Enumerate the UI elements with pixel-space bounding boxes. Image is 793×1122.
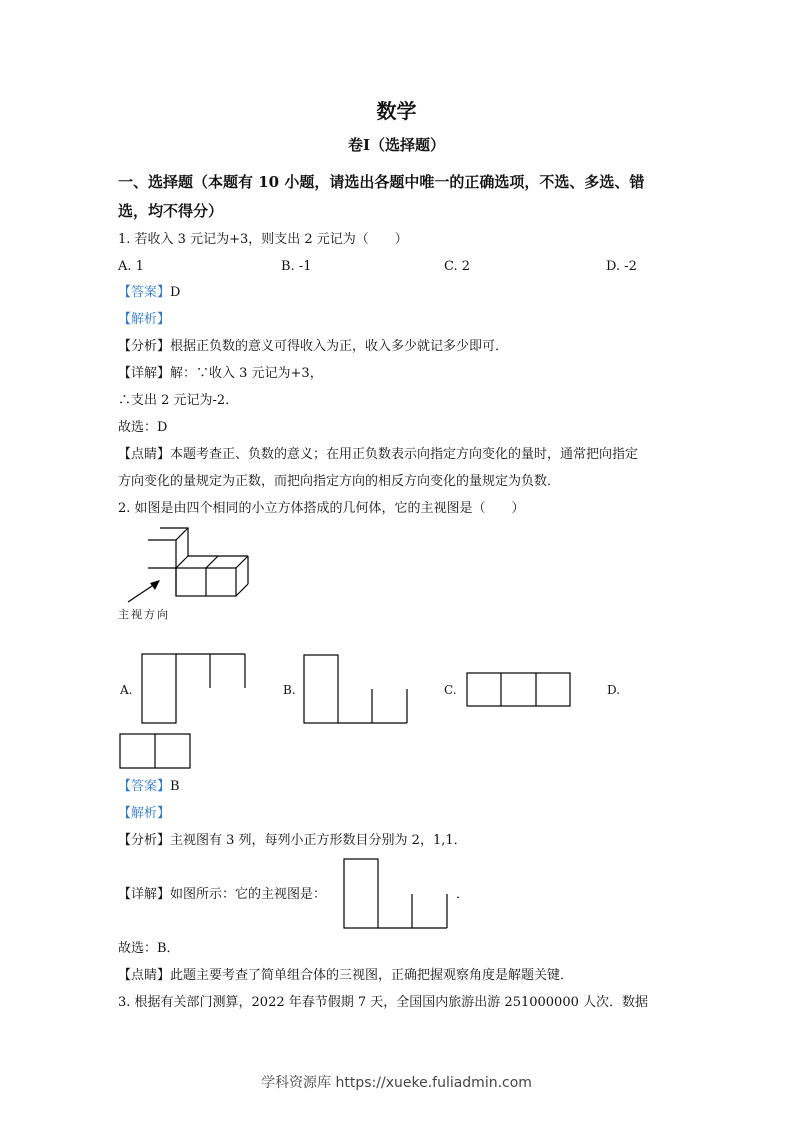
q1-answer-value: D bbox=[170, 285, 181, 300]
q1-stem: 1. 若收入 3 元记为+3，则支出 2 元记为（ ） bbox=[118, 232, 408, 247]
q2-figure-caption: 主视方向 bbox=[118, 608, 170, 621]
q1-analysis-tag: 【解析】 bbox=[118, 312, 171, 327]
q2-answer-value: B bbox=[170, 779, 180, 794]
q2-stem: 2. 如图是由四个相同的小立方体搭成的几何体，它的主视图是（ ） bbox=[118, 501, 525, 516]
q1-dianjing-line1: 【点睛】本题考查正、负数的意义；在用正负数表示向指定方向变化的量时，通常把向指定 bbox=[118, 447, 639, 462]
page-title: 数学 bbox=[376, 99, 417, 123]
q1-option-d: D. -2 bbox=[606, 259, 637, 274]
q2-option-c-label: C. bbox=[444, 683, 457, 697]
q1-answer-tag: 【答案】 bbox=[118, 285, 171, 300]
q1-xiangjie-line1: 【详解】解：∵收入 3 元记为+3， bbox=[118, 366, 323, 381]
section-heading-line1: 一、选择题（本题有 10 小题，请选出各题中唯一的正确选项，不选、多选、错 bbox=[118, 173, 645, 191]
q2-xiangjie: 【详解】如图所示：它的主视图是： bbox=[118, 887, 327, 902]
section-heading-line2: 选，均不得分） bbox=[118, 202, 224, 220]
footer-watermark: 学科资源库 https://xueke.fuliadmin.com bbox=[261, 1075, 532, 1091]
q2-dianjing: 【点睛】此题主要考查了简单组合体的三视图，正确把握观察角度是解题关键． bbox=[118, 968, 574, 983]
q1-option-c: C. 2 bbox=[444, 259, 471, 274]
q2-xiangjie-end: ． bbox=[456, 887, 470, 902]
q2-guxuan: 故选：B． bbox=[118, 941, 180, 956]
q1-dianjing-line2: 方向变化的量规定为正数，而把向指定方向的相反方向变化的量规定为负数． bbox=[118, 474, 561, 489]
q2-analysis-tag: 【解析】 bbox=[118, 806, 171, 821]
q2-fenxi: 【分析】主视图有 3 列，每列小正方形数目分别为 2，1,1． bbox=[118, 833, 467, 848]
q2-answer bbox=[118, 779, 180, 795]
q1-guxuan: 故选：D bbox=[118, 420, 168, 435]
q1-fenxi: 【分析】根据正负数的意义可得收入为正，收入多少就记多少即可． bbox=[118, 339, 509, 354]
q1-option-a: A. 1 bbox=[118, 259, 144, 274]
q2-option-d-label: D. bbox=[607, 683, 621, 697]
q1-option-b: B. -1 bbox=[281, 259, 312, 274]
q2-option-b-label: B. bbox=[283, 683, 296, 697]
paper-subtitle: 卷Ⅰ（选择题） bbox=[347, 136, 446, 154]
q3-stem: 3. 根据有关部门测算，2022 年春节假期 7 天，全国国内旅游出游 251000000 人次．数据 bbox=[118, 995, 648, 1010]
q1-xiangjie-line2: ∴支出 2 元记为-2． bbox=[118, 393, 239, 408]
q2-option-a-label: A. bbox=[120, 683, 133, 697]
q2-answer-tag: 【答案】 bbox=[118, 779, 171, 794]
